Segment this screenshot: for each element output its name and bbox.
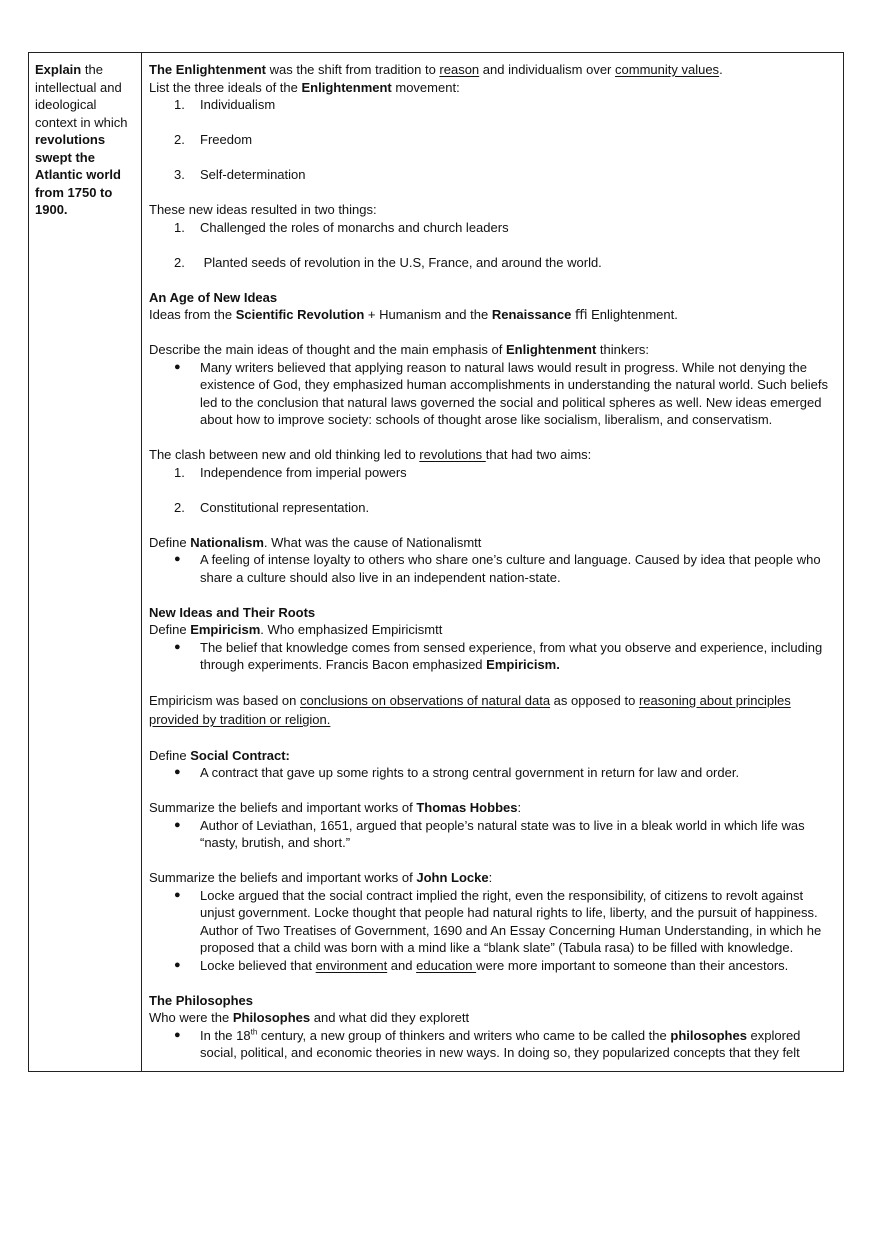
result-item: 2. Planted seeds of revolution in the U.S, France, and around the world. bbox=[174, 254, 602, 270]
empiricism-question bbox=[149, 621, 839, 639]
locke-b2a: Locke believed that bbox=[200, 957, 316, 973]
philosophes-bullet: ● In the 18th century, a new group of thinkers and writers who came to be called the philosophes explored social, political, and economic theories in new ways. In doing so, they popularized concepts that they felt bbox=[174, 1027, 801, 1060]
locke-bullet-text: Locke argued that the social contract implied the right, even the responsibility, of citizens to revolt against unjust government. Locke thought that people had natural rights to life, liberty, and the pursuit of happiness. Author of Two Treatises of Government, 1690 and An Essay Concerning Human Understanding, in which he proposed that a child was born with a mind like a “blank slate” (Tabula rasa) to be filled with knowledge. bbox=[200, 887, 822, 955]
age-e: ﬃ Enlightenment. bbox=[571, 307, 678, 322]
aim-item: 1. Independence from imperial powers bbox=[174, 464, 407, 480]
empiricism-bullet: ● The belief that knowledge comes from sensed experience, from what you observe and experience, including through experiments. Francis Bacon emphasized Empiricism. bbox=[174, 639, 823, 672]
roots-bold: Empiricism bbox=[190, 622, 261, 637]
locke-education: education bbox=[416, 957, 477, 973]
ideal-item: 1. Individualism bbox=[174, 97, 276, 112]
clash-line bbox=[149, 446, 839, 464]
ideals-pre: List the three ideals of the bbox=[149, 79, 302, 95]
phil-b1: In the 18 bbox=[200, 1027, 251, 1043]
locke-b2c: were more important to someone than their ancestors. bbox=[476, 957, 789, 973]
aim-text: Independence from imperial powers bbox=[200, 464, 407, 480]
emp-a: Empiricism was based on bbox=[149, 693, 300, 708]
hobbes-question bbox=[149, 799, 839, 817]
nationalism-post: . What was the cause of Nationalismtt bbox=[263, 534, 482, 550]
locke-b2b: and bbox=[387, 957, 417, 973]
phil-b4: explored social, political, and economic theories in new ways. In doing so, they popularized concepts that they felt bbox=[200, 1027, 801, 1060]
intro-text-2: and individualism over bbox=[479, 62, 616, 77]
age-c: + Humanism and the bbox=[364, 307, 492, 322]
notes-cell bbox=[149, 61, 839, 1062]
results-heading: These new ideas resulted in two things: bbox=[149, 202, 377, 217]
nationalism-pre: Define bbox=[149, 534, 191, 550]
intro-community: community values bbox=[615, 62, 720, 77]
locke-bullet: ● Locke believed that environment and education were more important to someone than their ancestors. bbox=[174, 957, 789, 973]
aim-item: 2. Constitutional representation. bbox=[174, 499, 370, 515]
column-divider bbox=[141, 53, 142, 1071]
result-text: Planted seeds of revolution in the U.S, France, and around the world. bbox=[200, 254, 602, 270]
philosophes-question bbox=[149, 1009, 839, 1027]
empiricism-basis bbox=[149, 691, 839, 729]
describe-pre: Describe the main ideas of thought and the main emphasis of bbox=[149, 342, 506, 357]
empiricism-bullet-bold: Empiricism. bbox=[486, 657, 560, 672]
social-pre: Define bbox=[149, 747, 191, 763]
age-heading: An Age of New Ideas bbox=[149, 289, 278, 305]
ideal-text: Self-determination bbox=[200, 167, 306, 182]
describe-bullet: ● Many writers believed that applying reason to natural laws would result in progress. While not denying the existence of God, they emphasized human accomplishments in understanding the natural world. Such beliefs led to the conclusion that natural laws governed the social and political spheres as well. New ideas emerged about how to improve society: schools of thought arose like socialism, liberalism, and conservatism. bbox=[174, 359, 828, 427]
empiricism-bullet-text: The belief that knowledge comes from sensed experience, from what you observe and experience, including through experiments. Francis Bacon emphasized bbox=[200, 639, 823, 672]
phil-b3: philosophes bbox=[670, 1027, 747, 1043]
social-bullet: ● A contract that gave up some rights to a strong central government in return for law and order. bbox=[174, 765, 740, 780]
emp-u2: reasoning about principles provided by tradition or religion. bbox=[149, 693, 791, 727]
phil-sup: th bbox=[250, 1027, 258, 1037]
age-d: Renaissance bbox=[491, 307, 572, 322]
hobbes-bullet-text: Author of Leviathan, 1651, argued that people’s natural state was to live in a bleak world in which life was “nasty, brutish, and short.” bbox=[200, 817, 805, 850]
locke-question bbox=[149, 869, 839, 887]
intro-text: was the shift from tradition to bbox=[266, 62, 440, 77]
clash-revolutions: revolutions bbox=[419, 447, 486, 462]
topic-bold: revolutions swept the Atlantic world from 1750 to 1900. bbox=[35, 132, 121, 217]
nationalism-bullet-text: A feeling of intense loyalty to others who share one’s culture and language. Caused by idea that people who share a culture should also live in an independent nation-state. bbox=[200, 552, 821, 585]
locke-bullet: ● Locke argued that the social contract implied the right, even the responsibility, of citizens to revolt against unjust government. Locke thought that people had natural rights to life, liberty, and the pursuit of happiness. Author of Two Treatises of Government, 1690 and An Essay Concerning Human Understanding, in which he proposed that a child was born with a mind like a “blank slate” (Tabula rasa) to be filled with knowledge. bbox=[174, 887, 822, 955]
phil-bold: Philosophes bbox=[232, 1010, 311, 1025]
age-b: Scientific Revolution bbox=[235, 307, 365, 322]
intro-line bbox=[149, 61, 839, 79]
locke-post: : bbox=[488, 870, 493, 885]
result-item: 1. Challenged the roles of monarchs and church leaders bbox=[174, 219, 509, 235]
nationalism-bold: Nationalism bbox=[190, 534, 264, 550]
locke-pre: Summarize the beliefs and important works of bbox=[149, 870, 417, 885]
aim-text: Constitutional representation. bbox=[200, 499, 370, 515]
locke-environment: environment bbox=[315, 957, 388, 973]
roots-post: . Who emphasized Empiricismtt bbox=[260, 622, 443, 637]
ideal-text: Individualism bbox=[200, 97, 276, 112]
hobbes-bullet: ● Author of Leviathan, 1651, argued that people’s natural state was to live in a bleak world in which life was “nasty, brutish, and short.” bbox=[174, 817, 805, 850]
intro-reason: reason bbox=[439, 62, 480, 77]
nationalism-question bbox=[149, 534, 839, 552]
social-bullet-text: A contract that gave up some rights to a strong central government in return for law and order. bbox=[200, 765, 740, 780]
describe-bullet-text: Many writers believed that applying reason to natural laws would result in progress. While not denying the existence of God, they emphasized human accomplishments in understanding the natural world. Such beliefs led to the conclusion that natural laws governed the social and political spheres as well. New ideas emerged about how to improve society: schools of thought arose like socialism, liberalism, and conservatism. bbox=[200, 359, 828, 427]
ideal-text: Freedom bbox=[200, 132, 253, 147]
ideals-question bbox=[149, 79, 839, 97]
age-a: Ideas from the bbox=[149, 307, 236, 322]
nationalism-bullet: ● A feeling of intense loyalty to others who share one’s culture and language. Caused by idea that people who share a culture should also live in an independent nation-state. bbox=[174, 552, 821, 585]
describe-question bbox=[149, 341, 839, 359]
age-line bbox=[149, 306, 839, 324]
social-question bbox=[149, 747, 839, 765]
locke-bold: John Locke bbox=[416, 870, 489, 885]
social-bold: Social Contract: bbox=[190, 747, 290, 763]
topic-verb: Explain bbox=[35, 62, 82, 77]
result-text: Challenged the roles of monarchs and church leaders bbox=[200, 219, 509, 235]
phil-post: and what did they explorett bbox=[310, 1010, 470, 1025]
ideals-bold: Enlightenment bbox=[301, 79, 392, 95]
phil-b2: century, a new group of thinkers and writers who came to be called the bbox=[257, 1027, 671, 1043]
clash-pre: The clash between new and old thinking led to bbox=[149, 447, 420, 462]
hobbes-post: : bbox=[517, 800, 522, 815]
clash-post: that had two aims: bbox=[485, 447, 592, 462]
topic-text: the intellectual and ideological context in which bbox=[35, 62, 128, 130]
describe-post: thinkers: bbox=[596, 342, 650, 357]
roots-heading: New Ideas and Their Roots bbox=[149, 604, 316, 620]
emp-u1: conclusions on observations of natural data bbox=[300, 693, 551, 708]
intro-period: . bbox=[719, 62, 723, 77]
hobbes-bold: Thomas Hobbes bbox=[416, 800, 518, 815]
ideal-item: 2. Freedom bbox=[174, 132, 253, 147]
describe-bold: Enlightenment bbox=[506, 342, 597, 357]
phil-pre: Who were the bbox=[149, 1010, 233, 1025]
topic-cell bbox=[35, 61, 135, 219]
ideals-post: movement: bbox=[391, 79, 460, 95]
ideal-item: 3. Self-determination bbox=[174, 167, 306, 182]
intro-term: The Enlightenment bbox=[149, 62, 266, 77]
content-table bbox=[28, 52, 844, 1072]
emp-b: as opposed to bbox=[550, 693, 639, 708]
roots-pre: Define bbox=[149, 622, 191, 637]
hobbes-pre: Summarize the beliefs and important works of bbox=[149, 800, 417, 815]
philosophes-heading: The Philosophes bbox=[149, 992, 254, 1008]
